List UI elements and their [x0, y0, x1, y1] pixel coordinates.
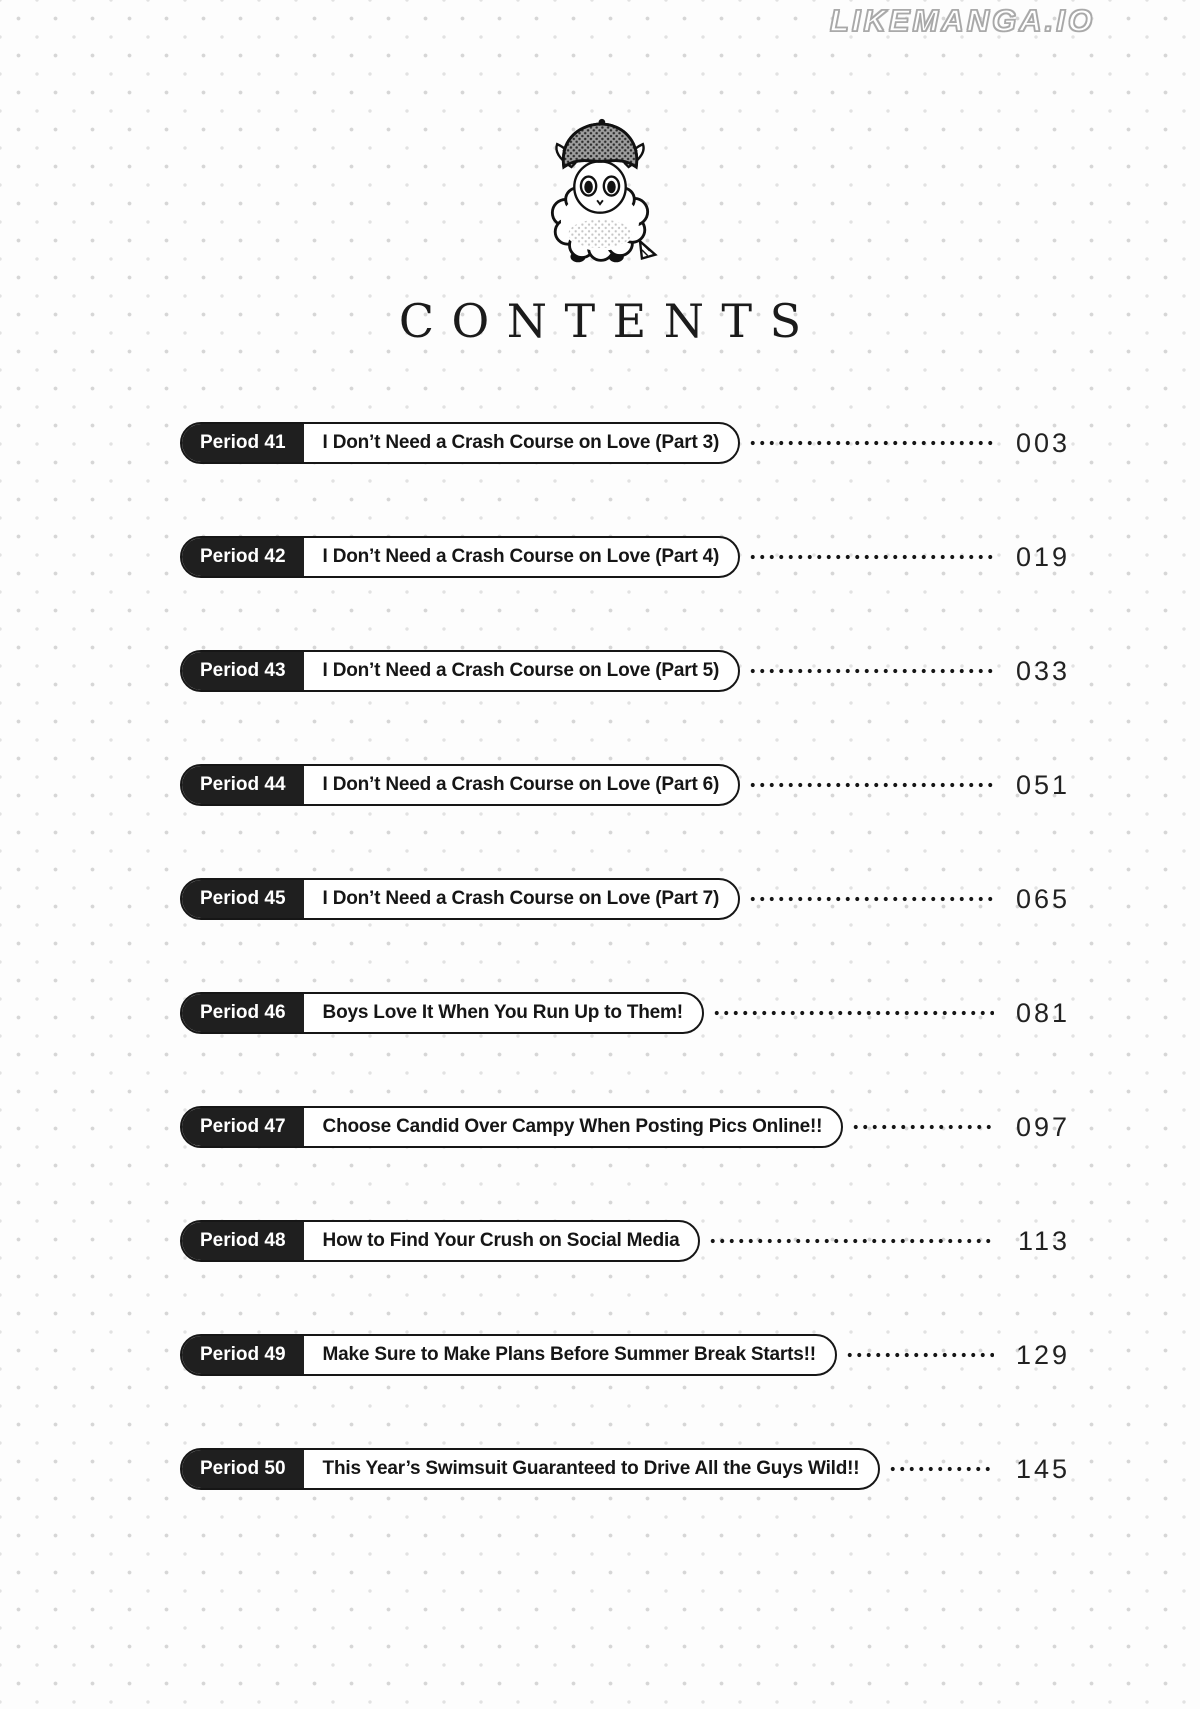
dotted-leader: [712, 992, 994, 1034]
chapter-label: Period 46: [182, 994, 304, 1032]
chapter-title: How to Find Your Crush on Social Media: [322, 1230, 680, 1251]
chapter-pill: [180, 992, 704, 1034]
chapter-label: Period 48: [182, 1222, 304, 1260]
dotted-leader: [748, 650, 994, 692]
chapter-label: Period 44: [182, 766, 304, 804]
dotted-leader: [748, 422, 994, 464]
chapter-pill: [180, 764, 740, 806]
chapter-pill: [180, 1106, 843, 1148]
page-number: 065: [1015, 883, 1070, 914]
chapter-title: I Don’t Need a Crash Course on Love (Part 4): [322, 546, 720, 567]
table-of-contents: [180, 422, 1070, 1490]
chapter-label: Period 50: [182, 1450, 304, 1488]
toc-row-period-42: [180, 536, 1070, 578]
toc-row-period-44: [180, 764, 1070, 806]
chapter-pill: [180, 650, 740, 692]
chapter-title: This Year’s Swimsuit Guaranteed to Drive All the Guys Wild!!: [322, 1458, 860, 1479]
dotted-leader: [851, 1106, 994, 1148]
page-number: 097: [1015, 1111, 1070, 1142]
page-number: 145: [1015, 1453, 1070, 1484]
toc-row-period-41: [180, 422, 1070, 464]
page-number: 081: [1015, 997, 1070, 1028]
toc-row-period-43: [180, 650, 1070, 692]
sheep-mascot-illustration: [521, 106, 679, 268]
chapter-label: Period 43: [182, 652, 304, 690]
page-number: 051: [1015, 769, 1070, 800]
dotted-leader: [748, 878, 994, 920]
dotted-leader: [845, 1334, 994, 1376]
chapter-title: Boys Love It When You Run Up to Them!: [322, 1002, 683, 1023]
page-number: 019: [1015, 541, 1070, 572]
chapter-title: I Don’t Need a Crash Course on Love (Part 7): [322, 888, 720, 909]
page-number: 003: [1015, 427, 1070, 458]
chapter-label: Period 42: [182, 538, 304, 576]
dotted-leader: [708, 1220, 994, 1262]
toc-row-period-47: [180, 1106, 1070, 1148]
chapter-label: Period 41: [182, 424, 304, 462]
chapter-label: Period 47: [182, 1108, 304, 1146]
toc-row-period-49: [180, 1334, 1070, 1376]
chapter-pill: [180, 1334, 837, 1376]
toc-row-period-50: [180, 1448, 1070, 1490]
dotted-leader: [748, 764, 994, 806]
page-number: 033: [1015, 655, 1070, 686]
dotted-leader: [748, 536, 994, 578]
chapter-pill: [180, 536, 740, 578]
chapter-pill: [180, 1448, 880, 1490]
chapter-pill: [180, 878, 740, 920]
toc-row-period-45: [180, 878, 1070, 920]
chapter-title: Choose Candid Over Campy When Posting Pics Online!!: [322, 1116, 823, 1137]
toc-row-period-48: [180, 1220, 1070, 1262]
page-title: CONTENTS: [398, 294, 819, 348]
site-watermark: LIKEMANGA.IO: [829, 3, 1095, 38]
page-number: 129: [1015, 1339, 1070, 1370]
chapter-title: I Don’t Need a Crash Course on Love (Part 6): [322, 774, 720, 795]
dotted-leader: [888, 1448, 994, 1490]
chapter-pill: [180, 1220, 700, 1262]
chapter-label: Period 49: [182, 1336, 304, 1374]
chapter-title: Make Sure to Make Plans Before Summer Break Starts!!: [322, 1344, 816, 1365]
chapter-title: I Don’t Need a Crash Course on Love (Part 3): [322, 432, 720, 453]
page-number: 113: [1017, 1225, 1070, 1256]
toc-row-period-46: [180, 992, 1070, 1034]
page-header: [0, 0, 1200, 348]
chapter-title: I Don’t Need a Crash Course on Love (Part 5): [322, 660, 720, 681]
chapter-label: Period 45: [182, 880, 304, 918]
chapter-pill: [180, 422, 740, 464]
